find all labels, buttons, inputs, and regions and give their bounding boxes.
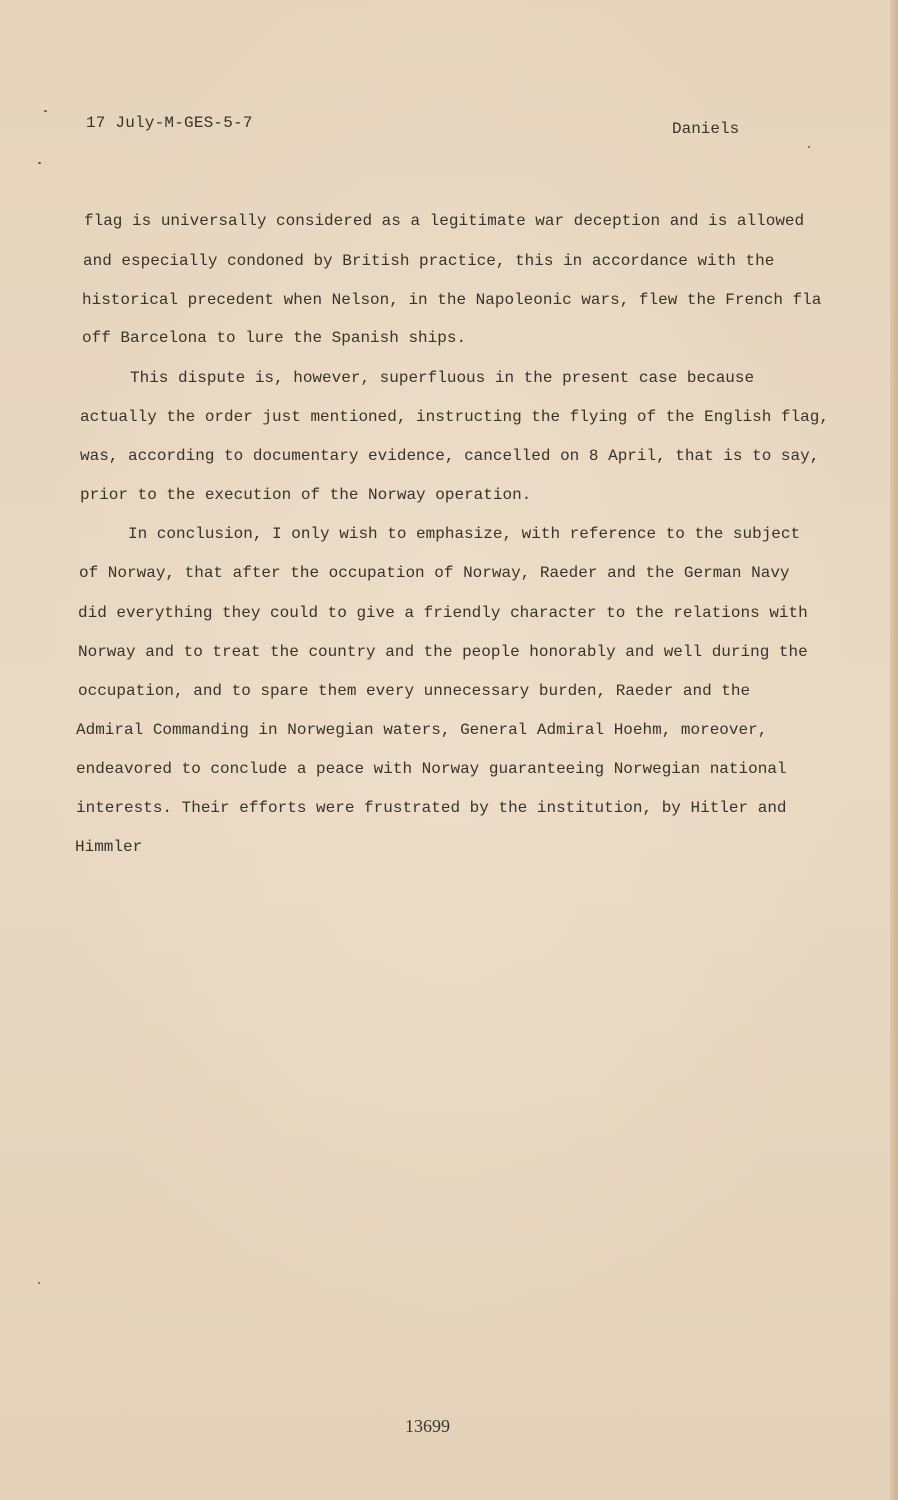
- ink-speck: [44, 110, 47, 112]
- text-line: off Barcelona to lure the Spanish ships.: [82, 329, 467, 347]
- text-line: endeavored to conclude a peace with Norway guaranteeing Norwegian national: [76, 760, 787, 778]
- text-line: This dispute is, however, superfluous in the present case because: [130, 369, 755, 387]
- page-number: 13699: [405, 1416, 450, 1436]
- text-line: flag is universally considered as a legitimate war deception and is allowed: [84, 212, 805, 230]
- ink-speck: [38, 1282, 40, 1284]
- text-line: Himmler: [75, 838, 143, 856]
- text-line: prior to the execution of the Norway operation.: [80, 486, 532, 504]
- text-line: Admiral Commanding in Norwegian waters, General Admiral Hoehm, moreover,: [76, 721, 768, 739]
- ink-speck: [808, 146, 810, 148]
- text-line: of Norway, that after the occupation of Norway, Raeder and the German Navy: [79, 564, 790, 582]
- text-line: historical precedent when Nelson, in the Napoleonic wars, flew the French fla: [82, 291, 822, 309]
- text-line: In conclusion, I only wish to emphasize, with reference to the subject: [128, 525, 801, 543]
- text-line: interests. Their efforts were frustrated by the institution, by Hitler and: [76, 799, 787, 817]
- page-edge: [890, 0, 898, 1500]
- text-line: Norway and to treat the country and the people honorably and well during the: [78, 643, 808, 661]
- ink-speck: [38, 162, 41, 164]
- text-line: occupation, and to spare them every unnecessary burden, Raeder and the: [78, 682, 751, 700]
- text-line: was, according to documentary evidence, cancelled on 8 April, that is to say,: [80, 447, 820, 465]
- text-line: and especially condoned by British practice, this in accordance with the: [83, 252, 775, 270]
- text-line: did everything they could to give a friendly character to the relations with: [78, 604, 808, 622]
- text-line: actually the order just mentioned, instructing the flying of the English flag,: [80, 408, 829, 426]
- speaker-name: Daniels: [672, 120, 740, 138]
- document-reference: 17 July-M-GES-5-7: [86, 114, 253, 132]
